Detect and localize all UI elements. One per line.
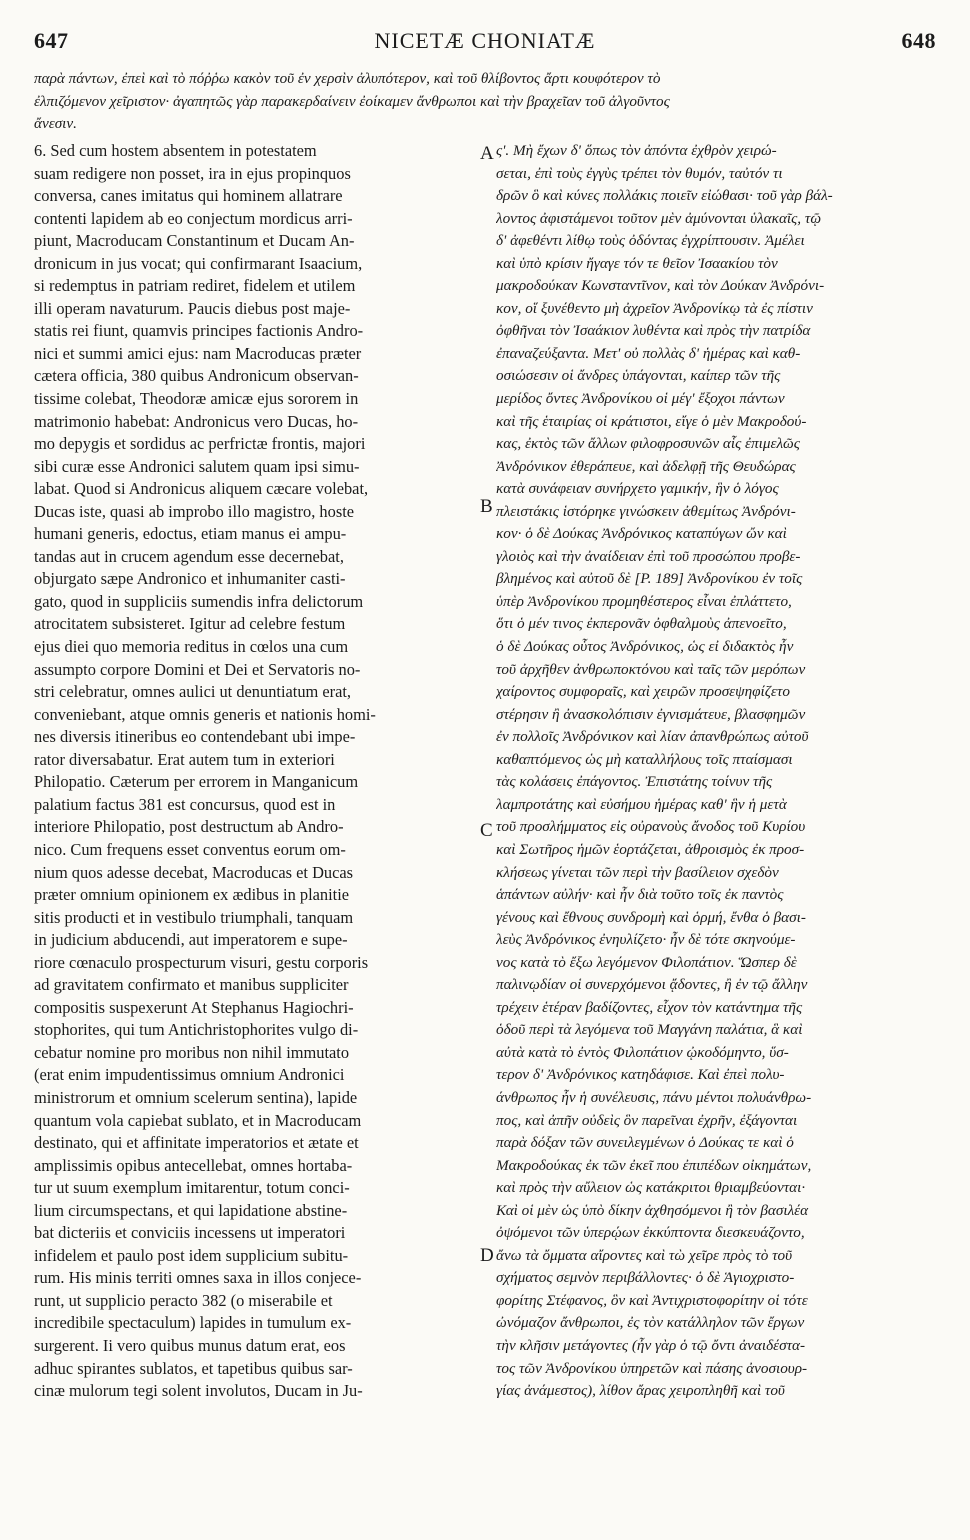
greek-text-line: λεὺς Ἀνδρόνικος ἐνηυλίζετο· ἦν δὲ τότε σκηνούμε-	[496, 931, 796, 949]
latin-text-line: mo depygis et sordidus ac perfrictæ frontis, majori	[34, 434, 366, 454]
latin-text-line: conversa, canes imitatus qui hominem allatrare	[34, 186, 343, 206]
greek-text-line: Μακροδούκας ἐκ τῶν ἐκεῖ που ἐπιπέδων οἰκημάτων,	[496, 1156, 812, 1174]
latin-text-line: palatium factus 381 est concursus, quod est in	[34, 794, 336, 814]
latin-text-line: ejus diei quo memoria reditus in cœlos una cum	[34, 637, 349, 657]
margin-letter-b: B	[480, 496, 493, 517]
latin-text-line: cebatur nomine pro moribus non nihil immutato	[34, 1042, 350, 1062]
greek-text-line: αὐτὰ κατὰ τὸ ἐντὸς Φιλοπάτιον ᾠκοδόμηντο, ὕσ-	[496, 1043, 789, 1061]
latin-text-line: adhuc spirantes sublatos, et tapetibus quibus sar-	[34, 1358, 353, 1378]
latin-text-line: humani generis, edoctus, etiam manus ei ampu-	[34, 524, 347, 544]
latin-text-line: conveniebant, atque omnis generis et nationis homi-	[34, 704, 376, 724]
latin-text-line: piunt, Macroducam Constantinum et Ducam An-	[34, 231, 355, 251]
intro-line: ἐλπιζόμενον χεῖριστον· ἀγαπητῶς γὰρ παρακερδαίνειν ἐοίκαμεν ἄνθρωποι καὶ τὴν βραχεῖαν τοῦ ἀλγοῦντος	[34, 92, 670, 110]
latin-text-line: gato, quod in suppliciis sumendis infra delictorum	[34, 591, 364, 611]
greek-text-line: Ἀνδρόνικον ἐθεράπευε, καὶ ἀδελφῇ τῆς Θευδώρας	[496, 457, 796, 475]
greek-text-line: σεται, ἐπὶ τοὺς ἐγγὺς τρέπει τὸν θυμόν, ταὐτόν τι	[496, 164, 783, 182]
latin-text-line: matrimonio habebat: Andronicus vero Ducas, ho-	[34, 411, 359, 431]
margin-letter-c: C	[480, 820, 493, 841]
running-header	[34, 28, 936, 58]
greek-text-line: τὰς κολάσεις ἐπάγοντος. Ἐπιστάτης τοίνυν τῆς	[496, 773, 773, 791]
greek-text-line: παλινῳδίαν οἱ συνερχόμενοι ᾄδοντες, ἢ ἐν τῷ ἄλλην	[496, 976, 808, 994]
greek-text-line: καὶ ὑπὸ κρίσιν ἤγαγε τόν τε θεῖον Ἰσαακίου τὸν	[496, 254, 778, 272]
latin-text-line: lium circumspectans, et qui lapidatione abstine-	[34, 1200, 348, 1220]
margin-letter-a: A	[480, 143, 494, 164]
latin-text-line: rator diversabatur. Erat autem tum in exteriori	[34, 749, 335, 769]
latin-text-line: stophorites, qui tum Antichristophorites vulgo di-	[34, 1020, 359, 1040]
greek-text-line: οσιώσεσιν οἱ ἄνδρες ὑπάγονται, καίπερ τῶν τῆς	[496, 367, 781, 385]
greek-text-line: παρὰ δόξαν τῶν συνειλεγμένων ὁ Δούκας τε καὶ ὁ	[496, 1134, 794, 1152]
margin-letter-d: D	[480, 1245, 494, 1266]
greek-text-line: γλοιὸς καὶ τὴν ἀναίδειαν ἐπὶ τοῦ προσώπου προβε-	[496, 547, 801, 565]
greek-text-line: ἄνω τὰ ὄμματα αἴροντες καὶ τὼ χεῖρε πρὸς τὸ τοῦ	[496, 1246, 793, 1264]
greek-text-line: καὶ πρὸς τὴν αὔλειον ὡς κατάκριτοι θριαμβεύονται·	[496, 1179, 806, 1197]
latin-text-line: Philopatio. Cæterum per errorem in Manganicum	[34, 772, 359, 792]
intro-line: ἄνεσιν.	[34, 115, 77, 132]
latin-text-line: compositis suspexerunt At Stephanus Hagiochri-	[34, 997, 354, 1017]
latin-text-line: assumpto corpore Domini et Dei et Servatoris no-	[34, 659, 361, 679]
greek-text-line: δρῶν ὃ καὶ κύνες πολλάκις ποιεῖν εἰώθασι· τοῦ γὰρ βάλ-	[496, 187, 833, 205]
latin-text-line: nici et summi amici ejus: nam Macroducas præter	[34, 343, 362, 363]
latin-text-line: surgerent. Ii vero quibus munus datum erat, eos	[34, 1335, 346, 1355]
latin-text-line: statis rei fiunt, quamvis principes factionis Andro-	[34, 321, 364, 341]
greek-text-line: ὁδοῦ περὶ τὰ λεγόμενα τοῦ Μαγγάνη παλάτια, ἃ καὶ	[496, 1021, 803, 1039]
latin-text-line: suam redigere non posset, ira in ejus propinquos	[34, 163, 351, 183]
latin-text-line: dronicum in jus vocat; qui confirmarant Isaacium,	[34, 253, 363, 273]
greek-text-line: νος κατὰ τὸ ἔξω λεγόμενον Φιλοπάτιον. Ὥσπερ δὲ	[496, 953, 797, 971]
greek-text-line: τοῦ ἀρχῆθεν ἀνθρωποκτόνου καὶ ταῖς τῶν μερόπων	[496, 660, 806, 678]
latin-text-line: sibi curæ esse Andronici salutem quam ipsi simu-	[34, 456, 360, 476]
greek-column	[496, 140, 936, 1403]
greek-text-line: ἐπαναζεύξαντα. Μετ' οὐ πολλὰς δ' ἡμέρας καὶ καθ-	[496, 344, 801, 362]
greek-intro-paragraph	[34, 68, 936, 136]
latin-text-line: nium quos adesse decebat, Macroducas et Ducas	[34, 862, 354, 882]
greek-text-line: ὅτι ὁ μέν τινος ἐκπερονᾶν ὀφθαλμοὺς ἀπενοεῖτο,	[496, 615, 787, 633]
latin-column	[34, 140, 474, 1403]
latin-text-line: stri celebratur, omnes aulici ut denuntiatum erat,	[34, 682, 352, 702]
greek-text-line: καὶ Σωτῆρος ἡμῶν ἑορτάζεται, ἀθροισμὸς ἐκ προσ-	[496, 840, 805, 858]
latin-text-line: cinæ mulorum tegi solent involutos, Ducam in Ju-	[34, 1381, 363, 1401]
greek-text-line: σχήματος σεμνὸν περιβάλλοντες· ὁ δὲ Ἁγιοχριστο-	[496, 1269, 795, 1287]
latin-text-line: atrocitatem subsisteret. Igitur ad celebre festum	[34, 614, 346, 634]
greek-text-line: λαμπροτάτης καὶ εὐσήμου ἡμέρας καθ' ἣν ἡ μετὰ	[496, 795, 787, 813]
latin-text-line: 6. Sed cum hostem absentem in potestatem	[34, 141, 317, 160]
greek-text-line: ὀφθῆναι τὸν Ἰσαάκιον λυθέντα καὶ πρὸς τὴν πατρίδα	[496, 322, 811, 340]
greek-text-line: κας, ἐκτὸς τῶν ἄλλων φιλοφροσυνῶν αἷς ἐπιμελῶς	[496, 435, 800, 453]
greek-text-line: κον, οἵ ξυνέθεντο μὴ ἀχρεῖον Ἀνδρονίκῳ τὰ ἐς πίστιν	[496, 299, 813, 317]
greek-text-line: ς'. Μὴ ἔχων δ' ὅπως τὸν ἀπόντα ἐχθρὸν χειρώ-	[496, 142, 777, 159]
latin-text-line: ad gravitatem confirmato et manibus suppliciter	[34, 975, 349, 995]
latin-text-line: riore cœnaculo prospecturum visuri, gestu corporis	[34, 952, 369, 972]
intro-line: παρὰ πάντων, ἐπεὶ καὶ τὸ πόῤῥω κακὸν τοῦ ἐν χερσὶν ἀλυπότερον, καὶ τοῦ θλίβοντος ἄρτι κουφότερον τὸ	[34, 70, 661, 87]
greek-text-line: καθαπτόμενος ὡς μὴ καταλλήλους τοῖς πταίσμασι	[496, 750, 793, 768]
greek-text-line: γένους καὶ ἔθνους συνδρομὴ καὶ ὁρμή, ἔνθα ὁ βασι-	[496, 908, 806, 926]
latin-text-line: contenti lapidem ab eo conjectum mordicus arri-	[34, 208, 353, 228]
greek-text-line: τρέχειν ἑτέραν βαδίζοντες, εἶχον τὸν κατάντημα τῆς	[496, 998, 803, 1016]
greek-text-line: Καὶ οἱ μὲν ὡς ὑπὸ δίκην ἀχθησόμενοι ἢ τὸν βασιλέα	[496, 1201, 809, 1219]
latin-text-line: tissime colebat, Theodoræ amicæ ejus sororem in	[34, 389, 359, 409]
greek-text-line: τοῦ προσλήμματος εἰς οὐρανοὺς ἄνοδος τοῦ Κυρίου	[496, 818, 806, 836]
latin-text-line: infidelem et paulo post idem supplicium subitu-	[34, 1245, 349, 1265]
greek-text-line: λοντος ἀφιστάμενοι τοῦτον μὲν ἀμύνονται ὑλακαῖς, τῷ	[496, 209, 822, 227]
latin-text-line: bat dicteriis et conviciis incessens ut imperatori	[34, 1223, 346, 1243]
latin-text-line: Ducas iste, quasi ab improbo illo magistro, hoste	[34, 501, 355, 521]
greek-text-line: τὴν κλῆσιν μετάγοντες (ἦν γὰρ ὁ τῷ ὄντι ἀναιδέστα-	[496, 1336, 806, 1354]
running-title: NICETÆ CHONIATÆ	[374, 28, 596, 53]
latin-text-line: cætera officia, 380 quibus Andronicum observan-	[34, 366, 359, 386]
latin-text-line: amplissimis opibus antecellebat, omnes hortaba-	[34, 1155, 353, 1175]
latin-text-line: tur ut suum exemplum imitarentur, totum conci-	[34, 1178, 350, 1198]
latin-text-line: illi operam navaturum. Paucis diebus post maje-	[34, 298, 351, 318]
greek-text-line: πλειστάκις ἱστόρηκε γινώσκειν ἀθεμίτως Ἀνδρόνι-	[496, 502, 796, 520]
greek-text-line: χαίροντος συμφοραῖς, καὶ χειρῶν προσεψηφίζετο	[496, 683, 790, 701]
latin-text-line: sitis producti et in vestibulo triumphali, tanquam	[34, 907, 354, 927]
greek-text-line: μερίδος ὄντες Ἀνδρονίκου οἱ μέγ' ἔξοχοι πάντων	[496, 390, 785, 408]
greek-text-line: ἁπάντων αὐλήν· καὶ ἦν διὰ τοῦτο τοῖς ἐκ παντὸς	[496, 886, 784, 904]
latin-text-line: tandas aut in crucem agendum esse decernebat,	[34, 546, 344, 566]
latin-text-line: interiore Philopatio, post destructum ab Andro-	[34, 817, 344, 837]
latin-text-line: in judicium abducendi, aut imperatorem e supe-	[34, 930, 348, 950]
latin-text-line: rum. His minis territi omnes saxa in illos conjece-	[34, 1268, 362, 1288]
greek-text-line: κον· ὁ δὲ Δούκας Ἀνδρόνικος καταπύγων ὤν καὶ	[496, 525, 787, 543]
greek-text-line: ὀψόμενοι τῶν ὑπερῴων ἐκκύπτοντα διεσκευάζοντο,	[496, 1224, 805, 1242]
latin-text-line: præter omnium opinionem ex ædibus in planitie	[34, 885, 350, 905]
latin-text-line: nico. Cum frequens esset conventus eorum om-	[34, 839, 346, 859]
latin-text-line: ministrorum et omnium scelerum sentina), lapide	[34, 1087, 358, 1107]
greek-text-line: μακροδούκαν Κωνσταντῖνον, καὶ τὸν Δούκαν Ἀνδρόνι-	[496, 277, 825, 295]
latin-text-line: labat. Quod si Andronicus aliquem cæcare volebat,	[34, 479, 369, 499]
latin-text-line: nes diversis itineribus eo contendebant ubi impe-	[34, 727, 356, 747]
greek-text-line: ἐν πολλοῖς Ἀνδρόνικον καὶ λίαν ἀπανθρώπως αὐτοῦ	[496, 728, 809, 746]
latin-text-line: objurgato sæpe Andronico et inhumaniter casti-	[34, 569, 346, 589]
greek-text-line: δ' ἀφεθέντι λίθῳ τοὺς ὀδόντας ἐγχρίπτουσιν. Ἀμέλει	[496, 232, 805, 250]
greek-text-line: ὁ δὲ Δούκας οὗτος Ἀνδρόνικος, ὡς εἰ διδακτὸς ἦν	[496, 638, 794, 656]
greek-text-line: ὠνόμαζον ἄνθρωποι, ἐς τὸν κατάλληλον τῶν ἔργων	[496, 1314, 805, 1332]
page-number-left: 647	[34, 28, 69, 53]
greek-text-line: άνθρωπος ἦν ἡ συνέλευσις, πάνυ μέντοι πολυάνθρω-	[496, 1088, 812, 1106]
latin-text-line: (erat enim impudentissimus omnium Andronici	[34, 1065, 345, 1085]
greek-text-line: κλήσεως γίνεται τῶν περὶ τὴν βασίλειον σχεδὸν	[496, 863, 779, 881]
greek-text-line: κατὰ συνάφειαν συνήρχετο γαμικήν, ἣν ὁ λόγος	[496, 480, 779, 498]
greek-text-line: στέρησιν ἢ ἀνασκολόπισιν ἐγνισμάτευε, βλασφημῶν	[496, 705, 806, 723]
latin-text-line: incredibile spectaculum) lapides in tumulum ex-	[34, 1313, 352, 1333]
greek-text-line: πος, καὶ ἀπῆν οὐδεὶς ὃν παρεῖναι ἐχρῆν, ἐξάγονται	[496, 1111, 798, 1129]
greek-text-line: τος τῶν Ἀνδρονίκου ὑπηρετῶν καὶ πάσης ἀνοσιουρ-	[496, 1359, 808, 1377]
latin-text-line: destinato, qui et affinitate imperatorios et ætate et	[34, 1133, 359, 1153]
latin-text-line: quantum vola capiebat sublato, et in Macroducam	[34, 1110, 362, 1130]
page-number-right: 648	[901, 28, 936, 53]
latin-text-line: runt, ut supplicio peracto 382 (o miserabile et	[34, 1290, 333, 1310]
greek-text-line: γίας ἀνάμεστος), λίθον ἄρας χειροπληθῆ καὶ τοῦ	[496, 1382, 785, 1400]
greek-text-line: ὑπὲρ Ἀνδρονίκου προμηθέστερος εἶναι ἐπλάττετο,	[496, 592, 792, 610]
greek-text-line: τερον δ' Ἀνδρόνικος κατηδάφισε. Καὶ ἐπεὶ πολυ-	[496, 1066, 785, 1084]
greek-text-line: βλημένος καὶ αὐτοῦ δὲ [P. 189] Ἀνδρονίκου ἐν τοῖς	[496, 570, 803, 588]
greek-text-line: φορίτης Στέφανος, ὃν καὶ Ἀντιχριστοφορίτην οἱ τότε	[496, 1291, 808, 1309]
greek-text-line: καὶ τῆς ἑταιρίας οἱ κράτιστοι, εἴγε ὁ μὲν Μακροδού-	[496, 412, 807, 430]
latin-text-line: si redemptus in patriam rediret, fidelem et utilem	[34, 276, 356, 296]
